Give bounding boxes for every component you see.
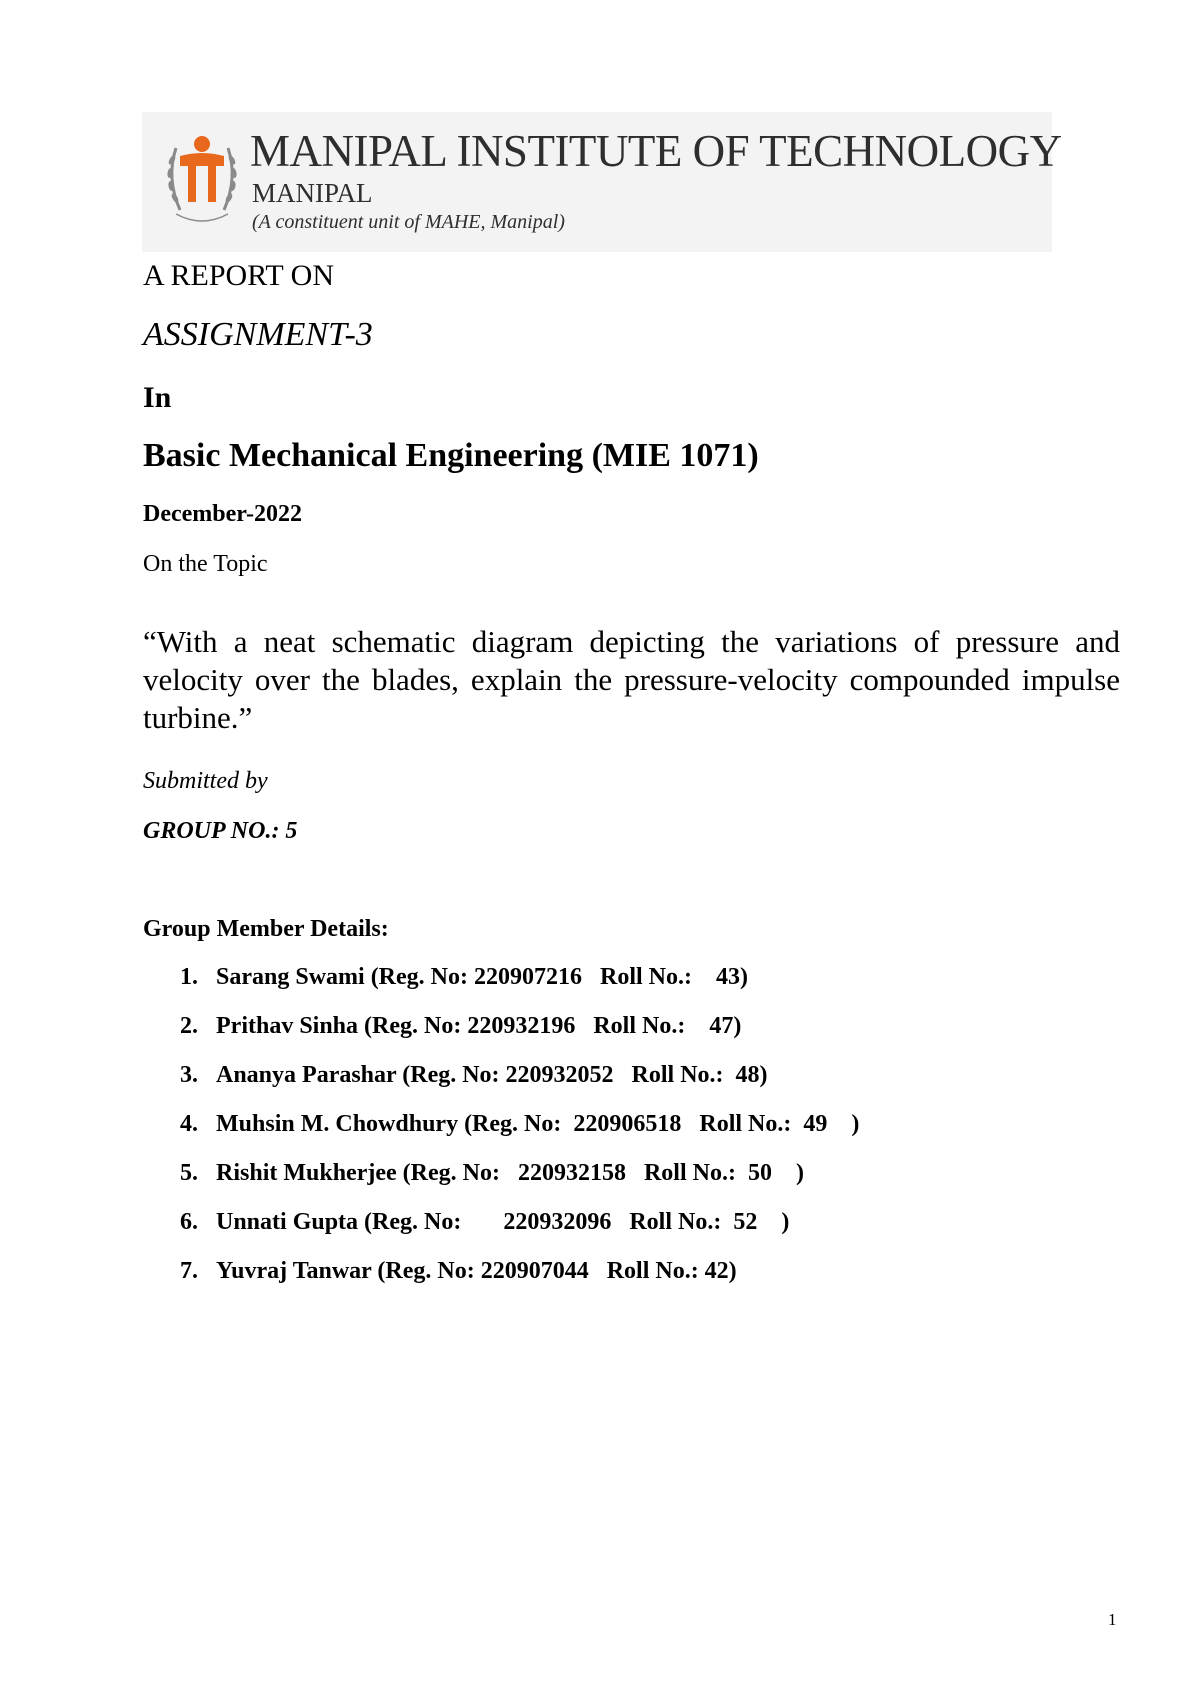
- institute-emblem-icon: [162, 128, 242, 230]
- members-heading: Group Member Details:: [143, 916, 389, 942]
- institute-logo-banner: [142, 112, 1062, 252]
- institute-city: MANIPAL: [252, 178, 373, 208]
- group-number: GROUP NO.: 5: [143, 818, 298, 844]
- member-item: [180, 962, 859, 1011]
- member-number: 4.: [180, 1111, 198, 1137]
- member-item: [180, 1256, 859, 1305]
- member-item: [180, 1109, 859, 1158]
- member-list: [180, 962, 859, 1305]
- member-number: 6.: [180, 1209, 198, 1235]
- member-item: [180, 1011, 859, 1060]
- report-date: December-2022: [143, 501, 303, 527]
- member-item: [180, 1158, 859, 1207]
- institute-name: MANIPAL INSTITUTE OF TECHNOLOGY: [250, 126, 1062, 176]
- submitted-by-label: Submitted by: [143, 768, 268, 794]
- course-title: Basic Mechanical Engineering (MIE 1071): [143, 437, 759, 474]
- in-label: In: [143, 381, 172, 414]
- member-details: Muhsin M. Chowdhury (Reg. No: 220906518 Roll No.: 49 ): [216, 1111, 860, 1137]
- member-details: Yuvraj Tanwar (Reg. No: 220907044 Roll No.: 42): [216, 1258, 737, 1284]
- member-item: [180, 1207, 859, 1256]
- report-on-heading: A REPORT ON: [143, 259, 335, 292]
- member-details: Unnati Gupta (Reg. No: 220932096 Roll No.: 52 ): [216, 1209, 790, 1235]
- topic-label: On the Topic: [143, 551, 268, 577]
- institute-tagline: (A constituent unit of MAHE, Manipal): [252, 211, 565, 233]
- member-number: 1.: [180, 964, 198, 990]
- member-number: 7.: [180, 1258, 198, 1284]
- member-details: Prithav Sinha (Reg. No: 220932196 Roll No.: 47): [216, 1013, 742, 1039]
- page-number: 1: [1108, 1610, 1117, 1629]
- member-number: 2.: [180, 1013, 198, 1039]
- member-details: Sarang Swami (Reg. No: 220907216 Roll No.: 43): [216, 964, 748, 990]
- member-item: [180, 1060, 859, 1109]
- member-details: Rishit Mukherjee (Reg. No: 220932158 Roll No.: 50 ): [216, 1160, 804, 1186]
- member-number: 3.: [180, 1062, 198, 1088]
- assignment-title: ASSIGNMENT-3: [143, 316, 373, 353]
- topic-statement: “With a neat schematic diagram depicting the variations of pressure and velocity over the blades, explain the pressure-velocity compounded impulse turbine.”: [143, 624, 1120, 735]
- member-number: 5.: [180, 1160, 198, 1186]
- member-details: Ananya Parashar (Reg. No: 220932052 Roll No.: 48): [216, 1062, 768, 1088]
